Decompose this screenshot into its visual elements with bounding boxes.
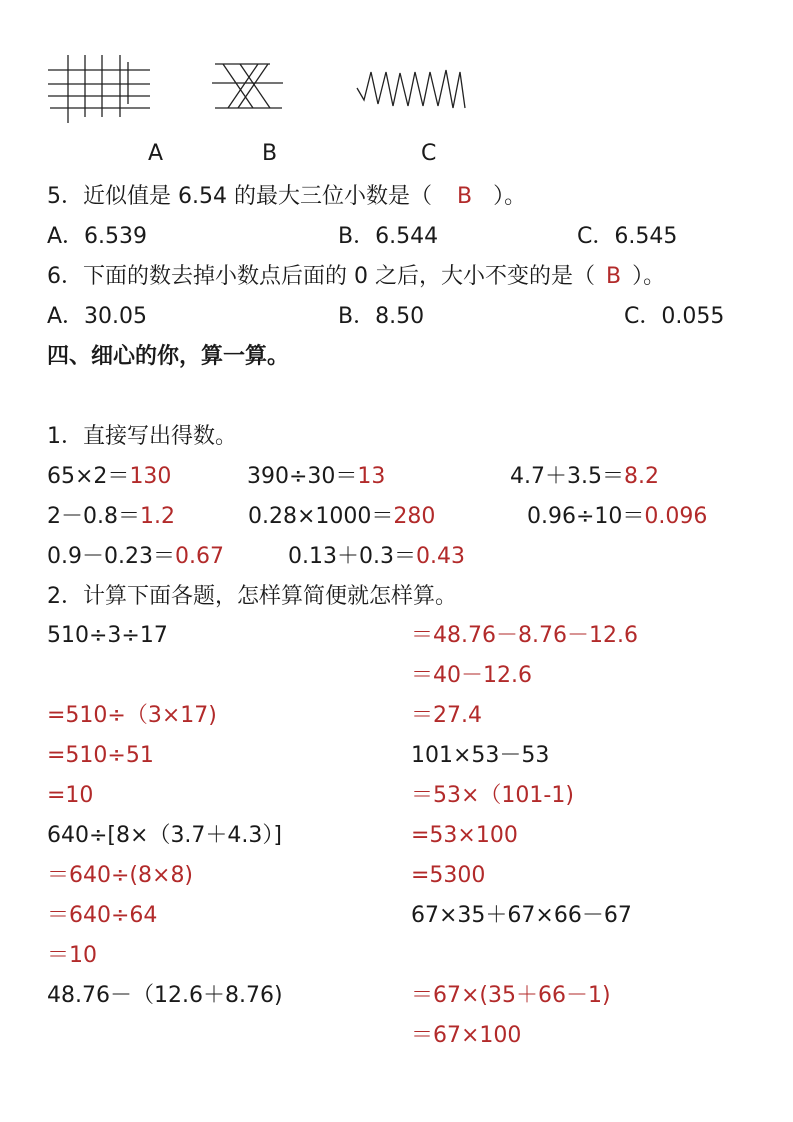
p1-item-6-answer: 0.096 [644,504,708,529]
p1-item-4-answer: 1.2 [140,504,175,529]
p2-right-q4-step-3: =5300 [411,863,486,888]
p1-item-4 [47,502,175,532]
p2-right-q5-step-2: ＝67×100 [411,1023,522,1048]
section-4-title: 四、细心的你，算一算。 [47,344,290,369]
p2-left-q2-step-2: ＝640÷64 [47,903,158,928]
p1-item-2-answer: 13 [357,464,386,489]
p2-left-q1-step-3: =10 [47,783,94,808]
p2-right-q3-step-2: ＝40－12.6 [411,663,532,688]
p2-right-q5: 67×35＋67×66－67 [411,903,632,928]
q6-option-a: A．30.05 [47,304,148,329]
q6-question-text: 6．下面的数去掉小数点后面的 0 之后，大小不变的是（ [47,264,595,289]
q5-option-b: B．6.544 [338,224,439,249]
p2-left-q1-step-1: =510÷（3×17) [47,703,217,728]
q5-question-text: 5．近似值是 6.54 的最大三位小数是（ [47,184,432,209]
p2-left-q2: 640÷[8×（3.7＋4.3）] [47,823,282,848]
p1-item-8-expr: 0.13＋0.3＝ [288,544,416,569]
p1-item-6-expr: 0.96÷10＝ [527,504,645,529]
p1-item-2-expr: 390÷30＝ [247,464,358,489]
p1-item-5-answer: 280 [393,504,436,529]
p1-item-1 [47,462,171,492]
p2-right-q4-step-2: =53×100 [411,823,518,848]
p1-item-1-answer: 130 [129,464,172,489]
p1-item-8 [288,542,465,572]
q5-answer: B [456,184,473,209]
p1-item-5-expr: 0.28×1000＝ [248,504,394,529]
p2-left-q3: 48.76－（12.6＋8.76) [47,983,283,1008]
q6-option-b: B．8.50 [338,304,425,329]
q6-question-end: ）。 [632,264,666,289]
q5-option-c: C．6.545 [577,224,678,249]
p1-item-7 [47,542,224,572]
p2-right-q3-step-3: ＝27.4 [411,703,482,728]
p1-item-3-answer: 8.2 [623,464,659,489]
q6-answer: B [605,264,622,289]
p1-item-7-answer: 0.67 [174,544,224,569]
p1-item-5 [248,502,435,532]
p1-item-2 [247,462,385,492]
p2-right-q3-step-1: ＝48.76－8.76－12.6 [411,623,638,648]
p2-title: 2．计算下面各题，怎样算简便就怎样算。 [47,584,457,609]
p1-item-3-expr: 4.7＋3.5＝ [510,464,624,489]
figure-label-a: A [148,141,164,166]
q6-question [47,262,665,292]
p2-right-q5-step-1: ＝67×(35＋66－1) [411,983,611,1008]
p1-item-7-expr: 0.9－0.23＝ [47,544,175,569]
q6-option-c: C．0.055 [624,304,725,329]
p2-right-q4-step-1: ＝53×（101-1) [411,783,574,808]
p1-item-8-answer: 0.43 [415,544,465,569]
p2-left-q1-step-2: =510÷51 [47,743,154,768]
figure-label-c: C [421,141,437,166]
p1-item-1-expr: 65×2＝ [47,464,130,489]
p1-item-3 [510,462,659,492]
p1-item-6 [527,502,707,532]
p2-right-q4: 101×53－53 [411,743,550,768]
p2-left-q2-step-3: ＝10 [47,943,97,968]
q5-question [47,182,526,212]
p2-left-q2-step-1: ＝640÷(8×8) [47,863,194,888]
p2-left-q1: 510÷3÷17 [47,623,168,648]
p1-item-4-expr: 2－0.8＝ [47,504,140,529]
q5-question-end: ）。 [493,184,527,209]
q5-option-a: A．6.539 [47,224,148,249]
p1-title: 1．直接写出得数。 [47,424,237,449]
figure-label-b: B [262,141,278,166]
